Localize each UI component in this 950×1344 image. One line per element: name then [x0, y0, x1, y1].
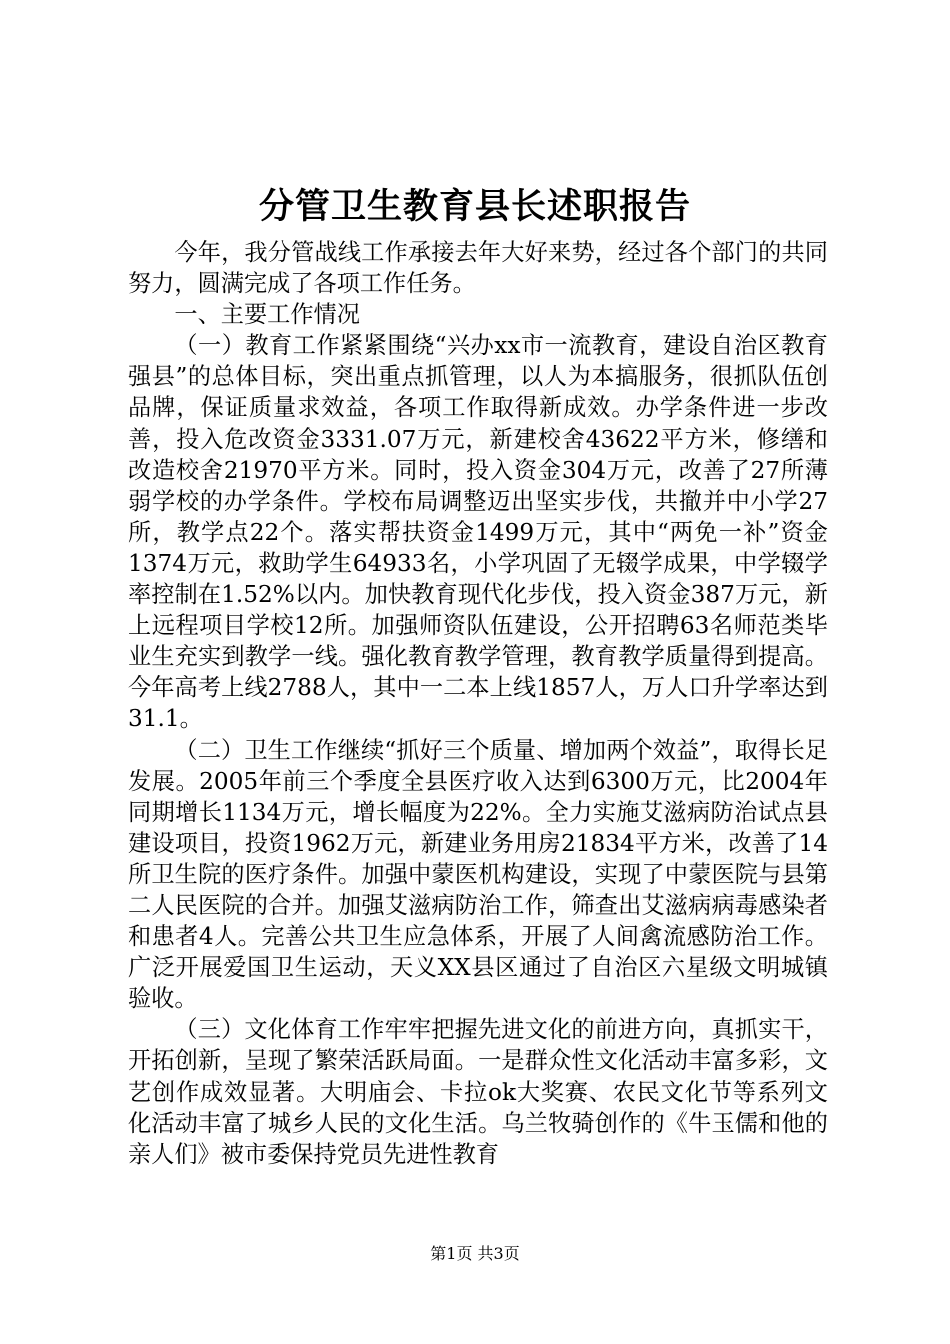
- intro-paragraph: 今年，我分管战线工作承接去年大好来势，经过各个部门的共同努力，圆满完成了各项工作任务。: [128, 239, 828, 298]
- section-heading: 一、主要工作情况: [174, 301, 360, 329]
- health-paragraph: （二）卫生工作继续“抓好三个质量、增加两个效益”，取得长足发展。2005年前三个季度全县医疗收入达到6300万元，比2004年同期增长1134万元，增长幅度为22%。全力实施艾滋病防治试点县建设项目，投资1962万元，新建业务用房21834平方米，改善了14所卫生院的医疗条件。加强中蒙医机构建设，实现了中蒙医院与县第二人民医院的合并。加强艾滋病防治工作，筛查出艾滋病病毒感染者和患者4人。完善公共卫生应急体系，开展了人间禽流感防治工作。广泛开展爱国卫生运动，天义XX县区通过了自治区六星级文明城镇验收。: [128, 736, 828, 1013]
- education-paragraph: （一）教育工作紧紧围绕“兴办xx市一流教育，建设自治区教育强县”的总体目标，突出重点抓管理，以人为本搞服务，很抓队伍创品牌，保证质量求效益，各项工作取得新成效。办学条件进一步改善，投入危改资金3331.07万元，新建校舍43622平方米，修缮和改造校舍21970平方米。同时，投入资金304万元，改善了27所薄弱学校的办学条件。学校布局调整迈出坚实步伐，共撤并中小学27所，教学点22个。落实帮扶资金1499万元，其中“两免一补”资金1374万元，救助学生64933名，小学巩固了无辍学成果，中学辍学率控制在1.52%以内。加快教育现代化步伐，投入资金387万元，新上远程项目学校12所。加强师资队伍建设，公开招聘63名师范类毕业生充实到教学一线。强化教育教学管理，教育教学质量得到提高。今年高考上线2788人，其中一二本上线1857人，万人口升学率达到31.1。: [128, 332, 828, 733]
- document-title: 分管卫生教育县长述职报告: [258, 186, 691, 227]
- page-number-footer: 第1页 共3页: [430, 1244, 520, 1263]
- document-body: [128, 237, 828, 1170]
- culture-paragraph: （三）文化体育工作牢牢把握先进文化的前进方向，真抓实干，开拓创新，呈现了繁荣活跃局面。一是群众性文化活动丰富多彩，文艺创作成效显著。大明庙会、卡拉ok大奖赛、农民文化节等系列文化活动丰富了城乡人民的文化生活。乌兰牧骑创作的《牛玉儒和他的亲人们》被市委保持党员先进性教育: [128, 1016, 828, 1168]
